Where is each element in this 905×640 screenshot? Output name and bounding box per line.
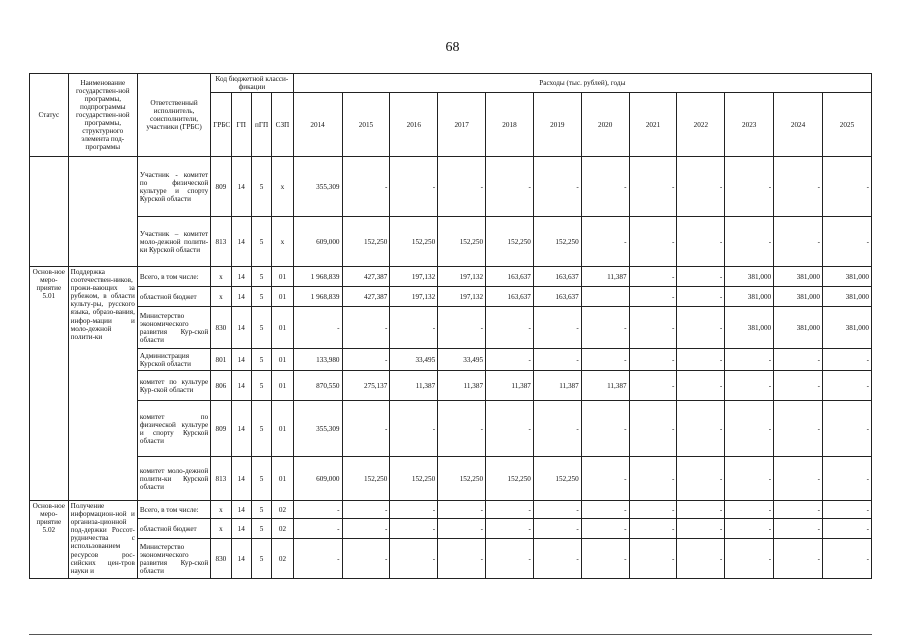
row-code: 02 [272, 519, 293, 539]
table-body [30, 157, 872, 579]
row-value: - [342, 501, 390, 519]
table-row [30, 307, 872, 349]
row-value: 152,250 [390, 217, 438, 267]
row-value: - [725, 457, 774, 501]
row-value: - [486, 539, 534, 579]
row-value: - [293, 519, 342, 539]
row-value: 11,387 [390, 371, 438, 401]
row-value: - [677, 519, 725, 539]
row-value: 381,000 [822, 307, 871, 349]
row-code: 5 [251, 267, 271, 287]
row-responsible: Участник - комитет по физической культуре и спорту Курской области [137, 157, 210, 217]
row-value: - [822, 217, 871, 267]
row-value: 1 968,839 [293, 287, 342, 307]
row-value: 1 968,839 [293, 267, 342, 287]
row-value: - [822, 457, 871, 501]
row-value: 609,000 [293, 457, 342, 501]
row-value: - [629, 217, 677, 267]
row-value: - [629, 457, 677, 501]
row-value: - [390, 157, 438, 217]
row-responsible: областной бюджет [137, 287, 210, 307]
row-code: х [272, 217, 293, 267]
row-value: - [629, 267, 677, 287]
header-year: 2016 [390, 93, 438, 157]
header-year: 2017 [438, 93, 486, 157]
row-code: 14 [231, 307, 251, 349]
row-value: - [629, 157, 677, 217]
row-value: - [677, 267, 725, 287]
row-value: - [293, 539, 342, 579]
row-code: х [211, 519, 231, 539]
row-value: 609,000 [293, 217, 342, 267]
row-value: 381,000 [774, 287, 823, 307]
row-status: Основ-ное меро-приятие 5.01 [30, 267, 69, 501]
row-value: - [581, 457, 629, 501]
row-value: 163,637 [486, 287, 534, 307]
row-responsible: Администрация Курской области [137, 349, 210, 371]
row-value: 381,000 [774, 307, 823, 349]
row-value: 11,387 [581, 371, 629, 401]
row-value: - [581, 217, 629, 267]
header-name: Наименование государствен-ной программы, подпрограммы государствен-ной программы, структурного элемента под-программы [68, 74, 137, 157]
row-value: - [677, 287, 725, 307]
row-value: - [774, 501, 823, 519]
row-code: 14 [231, 349, 251, 371]
row-value: - [677, 371, 725, 401]
row-value: - [629, 371, 677, 401]
row-value: - [725, 539, 774, 579]
row-value: - [822, 501, 871, 519]
row-value: - [774, 457, 823, 501]
row-value: - [486, 307, 534, 349]
row-value: - [677, 457, 725, 501]
row-value: - [725, 401, 774, 457]
row-value: - [581, 401, 629, 457]
row-value: - [293, 501, 342, 519]
header-year: 2023 [725, 93, 774, 157]
row-code: 5 [251, 539, 271, 579]
row-code: 14 [231, 267, 251, 287]
row-code: 01 [272, 307, 293, 349]
row-value: - [390, 501, 438, 519]
row-value: - [725, 371, 774, 401]
row-value: - [629, 287, 677, 307]
table-row [30, 539, 872, 579]
header-year: 2025 [822, 93, 871, 157]
row-value: - [774, 401, 823, 457]
row-code: 01 [272, 371, 293, 401]
row-value: 870,550 [293, 371, 342, 401]
row-responsible: комитет моло-дежной полити-ки Курской области [137, 457, 210, 501]
row-value: - [533, 501, 581, 519]
row-value: 381,000 [725, 287, 774, 307]
row-value: 163,637 [533, 267, 581, 287]
table-row [30, 401, 872, 457]
row-value: - [533, 157, 581, 217]
table-header [30, 74, 872, 157]
row-value: - [342, 539, 390, 579]
row-value: - [774, 519, 823, 539]
row-code: 5 [251, 519, 271, 539]
table-row [30, 217, 872, 267]
row-value: - [533, 307, 581, 349]
row-code: 5 [251, 307, 271, 349]
row-value: 152,250 [390, 457, 438, 501]
row-value: - [581, 157, 629, 217]
row-value: 152,250 [438, 217, 486, 267]
row-code: х [211, 267, 231, 287]
row-code: 830 [211, 307, 231, 349]
row-code: 14 [231, 501, 251, 519]
row-value: - [822, 519, 871, 539]
row-value: - [438, 307, 486, 349]
row-value: - [629, 307, 677, 349]
row-value: - [533, 539, 581, 579]
header-year: 2022 [677, 93, 725, 157]
row-responsible: Участник – комитет моло-дежной полити-ки Курской области [137, 217, 210, 267]
row-code: 809 [211, 157, 231, 217]
row-value: - [581, 501, 629, 519]
header-year: 2014 [293, 93, 342, 157]
row-value: - [677, 217, 725, 267]
row-value: 152,250 [533, 457, 581, 501]
row-value: 197,132 [438, 267, 486, 287]
header-year: 2015 [342, 93, 390, 157]
page-number: 68 [445, 40, 460, 55]
row-value: - [774, 217, 823, 267]
row-value: 133,980 [293, 349, 342, 371]
row-value: - [677, 401, 725, 457]
row-responsible: комитет по физической культуре и спорту Курской области [137, 401, 210, 457]
row-code: 02 [272, 539, 293, 579]
row-code: 5 [251, 457, 271, 501]
row-value: - [390, 401, 438, 457]
row-value: - [438, 501, 486, 519]
row-value: - [342, 401, 390, 457]
row-code: 14 [231, 287, 251, 307]
row-code: 01 [272, 287, 293, 307]
row-value: 152,250 [533, 217, 581, 267]
row-value: 427,387 [342, 267, 390, 287]
row-code: 14 [231, 457, 251, 501]
row-value: 197,132 [390, 267, 438, 287]
row-value: - [774, 371, 823, 401]
row-responsible: комитет по культуре Кур-ской области [137, 371, 210, 401]
row-code: 02 [272, 501, 293, 519]
row-code: 14 [231, 217, 251, 267]
row-value: - [725, 501, 774, 519]
row-code: 01 [272, 401, 293, 457]
row-value: - [774, 349, 823, 371]
table-row [30, 267, 872, 287]
row-code: х [211, 287, 231, 307]
table-row [30, 349, 872, 371]
row-responsible: областной бюджет [137, 519, 210, 539]
row-value: - [342, 157, 390, 217]
row-status: Основ-ное меро-приятие 5.02 [30, 501, 69, 579]
row-value: - [581, 519, 629, 539]
row-value: - [438, 157, 486, 217]
table-row [30, 501, 872, 519]
row-value: - [438, 539, 486, 579]
row-value: - [677, 539, 725, 579]
row-value: - [725, 157, 774, 217]
row-value: - [581, 349, 629, 371]
row-value: - [533, 349, 581, 371]
row-value: - [486, 501, 534, 519]
row-value: 355,309 [293, 401, 342, 457]
row-value: - [677, 307, 725, 349]
row-value: - [822, 539, 871, 579]
row-value: 163,637 [533, 287, 581, 307]
row-code: 01 [272, 457, 293, 501]
row-value: 11,387 [438, 371, 486, 401]
row-responsible: Всего, в том числе: [137, 501, 210, 519]
row-code: 5 [251, 371, 271, 401]
row-value: - [342, 307, 390, 349]
row-value: 33,495 [438, 349, 486, 371]
row-program-name: Поддержка соотечествен-ников, прожи-вающих за рубежом, в области культу-ры, русского языка, образо-вания, инфор-мации и моло-дежной полити-ки [68, 267, 137, 501]
row-value: 152,250 [486, 217, 534, 267]
row-code: 809 [211, 401, 231, 457]
header-budget-code: Код бюджетной класси-фикации [211, 74, 293, 93]
row-code: 5 [251, 217, 271, 267]
row-code: х [272, 157, 293, 217]
row-value: - [629, 519, 677, 539]
row-value: 11,387 [486, 371, 534, 401]
row-value: - [822, 401, 871, 457]
row-value: - [774, 157, 823, 217]
row-value: - [822, 157, 871, 217]
header-code-col: СЗП [272, 93, 293, 157]
row-value: 381,000 [725, 267, 774, 287]
row-value: - [390, 519, 438, 539]
row-value: 275,137 [342, 371, 390, 401]
row-value: - [581, 307, 629, 349]
row-value: 381,000 [725, 307, 774, 349]
table-row [30, 287, 872, 307]
row-program-name [68, 157, 137, 267]
row-value: 152,250 [486, 457, 534, 501]
header-year: 2021 [629, 93, 677, 157]
row-value: - [342, 349, 390, 371]
table-row [30, 371, 872, 401]
row-code: 14 [231, 371, 251, 401]
row-value: - [486, 401, 534, 457]
row-program-name: Получение информацион-ной и организа-ционной под-держки Россот-рудничества с использованием ресурсов рос-сийских цен-тров науки и [68, 501, 137, 579]
row-value: - [677, 501, 725, 519]
row-code: 01 [272, 349, 293, 371]
page-bottom-line [29, 634, 872, 635]
row-responsible: Министерство экономического развития Кур-ской области [137, 539, 210, 579]
row-value: - [486, 519, 534, 539]
header-status: Статус [30, 74, 69, 157]
row-value: - [774, 539, 823, 579]
row-value: - [438, 519, 486, 539]
row-value: 11,387 [533, 371, 581, 401]
header-year: 2020 [581, 93, 629, 157]
table-row [30, 157, 872, 217]
row-value: - [486, 349, 534, 371]
row-code: 14 [231, 157, 251, 217]
header-code-col: пГП [251, 93, 271, 157]
row-value: 381,000 [822, 287, 871, 307]
row-value: - [293, 307, 342, 349]
row-value: - [390, 307, 438, 349]
row-code: 813 [211, 217, 231, 267]
row-value: - [725, 217, 774, 267]
row-value: 33,495 [390, 349, 438, 371]
row-code: х [211, 501, 231, 519]
row-code: 14 [231, 401, 251, 457]
row-value: 427,387 [342, 287, 390, 307]
budget-table [29, 73, 872, 579]
header-year: 2019 [533, 93, 581, 157]
row-value: 11,387 [581, 267, 629, 287]
row-code: 14 [231, 519, 251, 539]
row-value: - [342, 519, 390, 539]
row-code: 813 [211, 457, 231, 501]
row-value [581, 287, 629, 307]
row-value: - [533, 519, 581, 539]
row-value: 381,000 [822, 267, 871, 287]
row-code: 5 [251, 501, 271, 519]
row-value: - [725, 519, 774, 539]
row-value: - [822, 349, 871, 371]
row-value: - [438, 401, 486, 457]
row-value: - [390, 539, 438, 579]
header-code-col: ГП [231, 93, 251, 157]
row-code: 5 [251, 401, 271, 457]
row-code: 806 [211, 371, 231, 401]
row-responsible: Всего, в том числе: [137, 267, 210, 287]
row-value: - [533, 401, 581, 457]
row-code: 5 [251, 287, 271, 307]
row-value: - [822, 371, 871, 401]
row-value: - [581, 539, 629, 579]
row-value: 152,250 [342, 457, 390, 501]
header-responsible: Ответственный исполнитель, соисполнители, участники (ГРБС) [137, 74, 210, 157]
row-status [30, 157, 69, 267]
row-code: 5 [251, 349, 271, 371]
row-value: 163,637 [486, 267, 534, 287]
row-value: 197,132 [438, 287, 486, 307]
row-code: 830 [211, 539, 231, 579]
row-value: 152,250 [342, 217, 390, 267]
row-value: 381,000 [774, 267, 823, 287]
table-row [30, 457, 872, 501]
row-code: 14 [231, 539, 251, 579]
header-year: 2018 [486, 93, 534, 157]
row-value: 152,250 [438, 457, 486, 501]
row-code: 01 [272, 267, 293, 287]
table-row [30, 519, 872, 539]
row-value: - [629, 539, 677, 579]
row-value: 197,132 [390, 287, 438, 307]
row-value: - [629, 349, 677, 371]
row-value: - [629, 501, 677, 519]
row-code: 801 [211, 349, 231, 371]
row-code: 5 [251, 157, 271, 217]
row-value: - [629, 401, 677, 457]
row-value: - [677, 157, 725, 217]
header-year: 2024 [774, 93, 823, 157]
row-value: - [725, 349, 774, 371]
header-code-col: ГРБС [211, 93, 231, 157]
row-value: - [677, 349, 725, 371]
row-responsible: Министерство экономического развития Кур-ской области [137, 307, 210, 349]
header-expenses: Расходы (тыс. рублей), годы [293, 74, 871, 93]
row-value: 355,309 [293, 157, 342, 217]
row-value: - [486, 157, 534, 217]
